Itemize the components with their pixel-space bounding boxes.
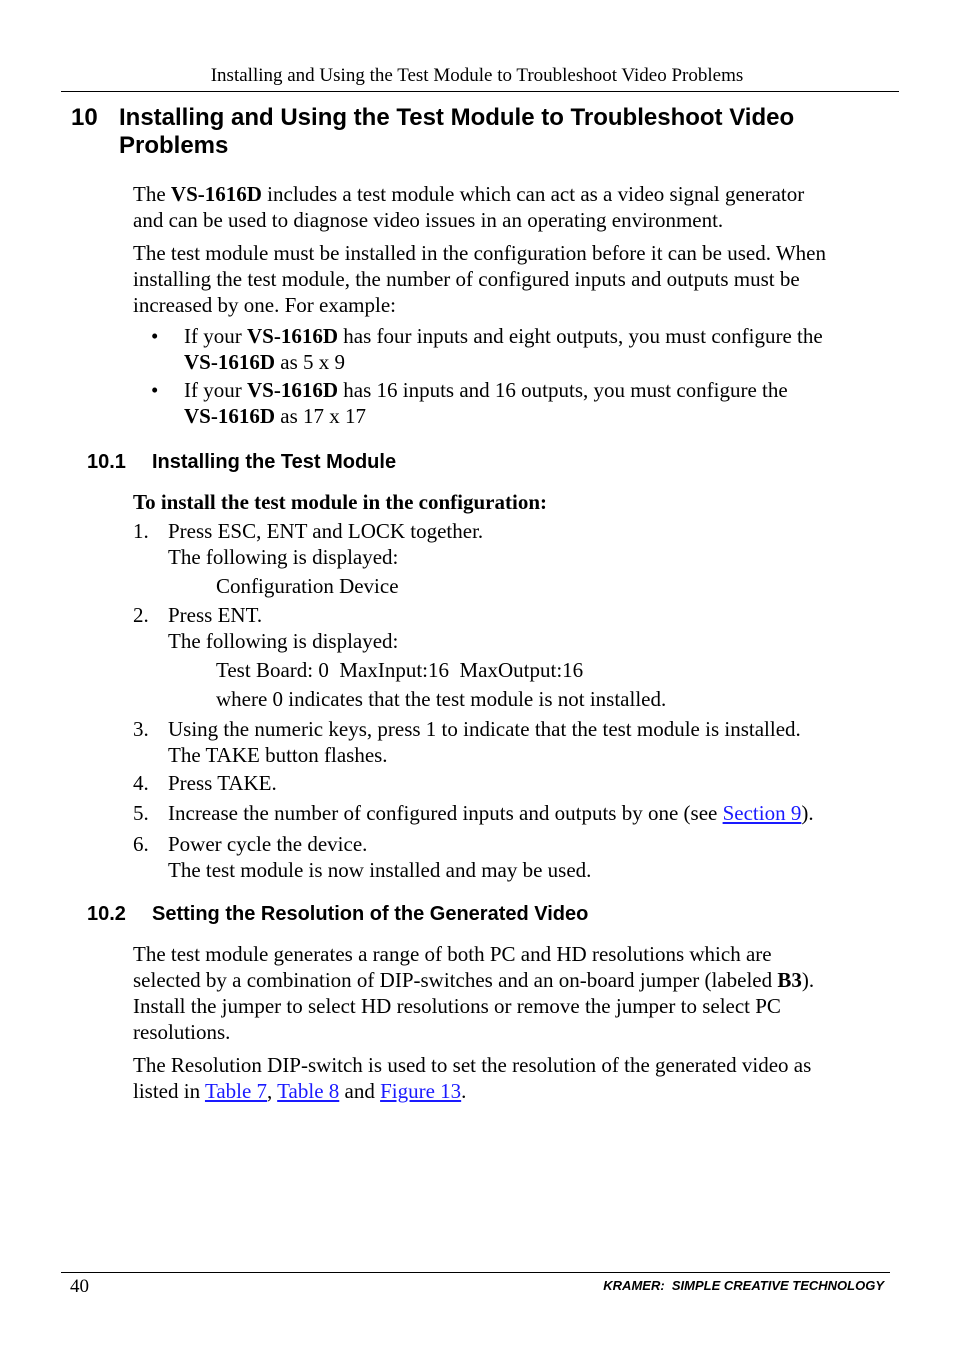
footer-rule [61,1272,890,1273]
product-name: VS-1616D [246,324,338,348]
text: The following is displayed: [168,545,399,569]
product-name: VS-1616D [184,404,276,428]
text: as 17 x 17 [275,404,367,428]
text: and can be used to diagnose video issues in an operating environment. [133,208,724,232]
text: and [339,1079,381,1103]
figure-13-link[interactable]: Figure 13 [380,1079,462,1103]
text: , [267,1079,278,1103]
text: The Resolution DIP-switch is used to set the resolution of the generated video as [133,1053,812,1077]
text: has four inputs and eight outputs, you must configure the [338,324,823,348]
text: Power cycle the device. [168,832,368,856]
bullet-item [184,323,894,375]
display-text: Test Board: 0 MaxInput:16 MaxOutput:16 [216,658,584,682]
step-text [168,716,888,768]
footer-tagline: KRAMER: SIMPLE CREATIVE TECHNOLOGY [603,1278,884,1293]
step-text [168,831,888,883]
text: includes a test module which can act as a video signal generator [261,182,805,206]
text: as 5 x 9 [275,350,346,374]
step-text [168,518,888,570]
section-title [119,104,899,160]
text: The [133,182,171,206]
step-number: 4. [133,771,149,795]
step-number: 5. [133,801,149,825]
subsection-title: Installing the Test Module [152,451,397,473]
step-number: 3. [133,717,149,741]
subsection-title: Setting the Resolution of the Generated Video [152,903,589,925]
installation-paragraph [133,240,893,318]
text: . [461,1079,467,1103]
text: increased by one. For example: [133,293,396,317]
step-text: Press TAKE. [168,771,277,795]
procedure-title: To install the test module in the configuration: [133,490,547,514]
display-note: where 0 indicates that the test module is not installed. [216,687,667,711]
text: Install the jumper to select HD resolutions or remove the jumper to select PC [133,994,781,1018]
text: resolutions. [133,1020,231,1044]
text: Press ESC, ENT and LOCK together. [168,519,484,543]
product-name: VS-1616D [246,378,338,402]
running-header: Installing and Using the Test Module to Troubleshoot Video Problems [210,65,744,86]
text: The test module must be installed in the configuration before it can be used. When [133,241,826,265]
display-text: Configuration Device [216,574,399,598]
resolution-paragraph [133,941,893,1045]
intro-paragraph [133,181,893,233]
step-text [168,602,888,654]
subsection-number: 10.2 [87,903,126,925]
table-8-link[interactable]: Table 8 [277,1079,340,1103]
text: ). [801,801,814,825]
text: Press ENT. [168,603,263,627]
bullet-item [184,377,894,429]
text: If your [184,324,247,348]
text: The TAKE button flashes. [168,743,388,767]
dip-switch-paragraph [133,1052,893,1104]
text: ). [801,968,815,992]
step-number: 1. [133,519,149,543]
text: listed in [133,1079,205,1103]
text: The test module generates a range of both PC and HD resolutions which are [133,942,772,966]
text: The following is displayed: [168,629,399,653]
step-number: 6. [133,832,149,856]
table-7-link[interactable]: Table 7 [204,1079,268,1103]
section-title-line2: Problems [119,132,229,159]
header-rule [61,91,899,92]
subsection-number: 10.1 [87,451,126,473]
section-9-link[interactable]: Section 9 [722,801,802,825]
text: If your [184,378,247,402]
product-name: VS-1616D [184,350,276,374]
step-text [168,800,888,826]
text: Using the numeric keys, press 1 to indicate that the test module is installed. [168,717,801,741]
text: selected by a combination of DIP-switches and an on-board jumper (labeled [133,968,778,992]
text: installing the test module, the number of configured inputs and outputs must be [133,267,800,291]
step-number: 2. [133,603,149,627]
section-number: 10 [71,104,98,131]
product-name: VS-1616D [170,182,262,206]
text: The test module is now installed and may be used. [168,858,592,882]
text: Increase the number of configured inputs and outputs by one (see [168,801,723,825]
jumper-label: B3 [777,968,802,992]
page-number: 40 [70,1276,89,1297]
section-title-line1: Installing and Using the Test Module to Troubleshoot Video [119,104,795,131]
text: has 16 inputs and 16 outputs, you must configure the [338,378,788,402]
